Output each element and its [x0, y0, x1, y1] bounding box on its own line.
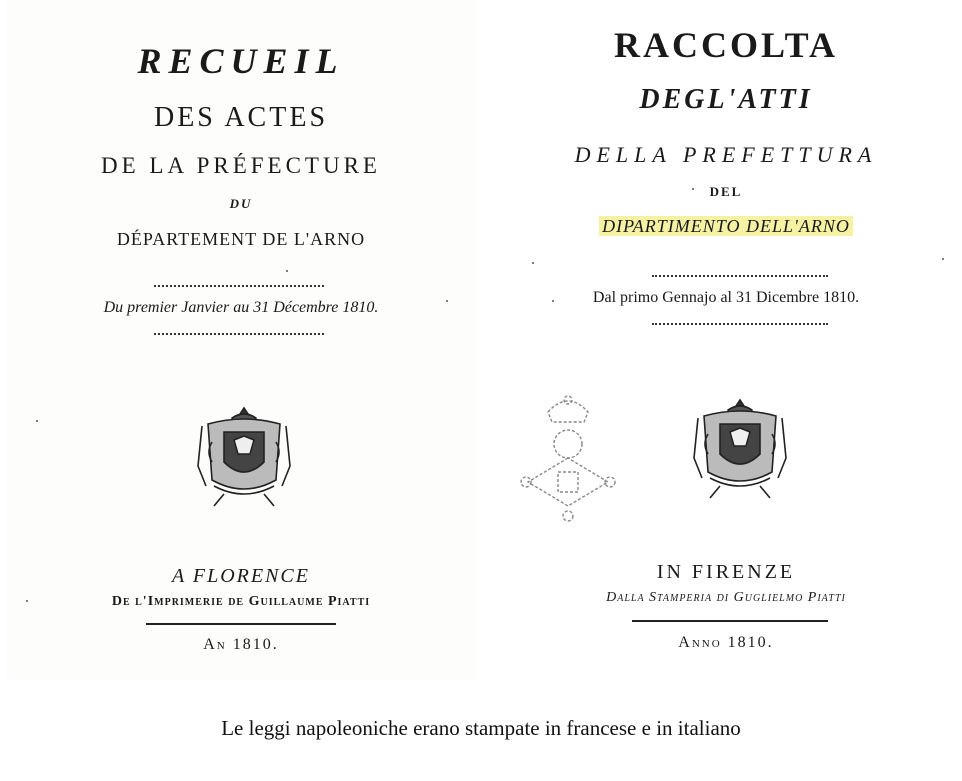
french-city: A FLORENCE — [172, 565, 310, 587]
french-title: RECUEIL — [137, 41, 345, 81]
french-top-dotted-rule — [154, 285, 324, 287]
french-year: An 1810. — [203, 636, 279, 653]
napoleonic-coat-of-arms-icon — [194, 402, 294, 510]
paper-speck — [552, 300, 554, 302]
italian-top-dotted-rule — [652, 275, 828, 277]
italian-line-del: DEL — [709, 184, 743, 199]
french-line-departement: DÉPARTEMENT DE L'ARNO — [116, 229, 366, 249]
italian-bottom-dotted-rule — [652, 323, 828, 325]
french-solid-rule — [146, 623, 336, 625]
italian-solid-rule — [632, 620, 828, 622]
image-caption: Le leggi napoleoniche erano stampate in francese e in italiano — [221, 716, 741, 740]
italian-title-page — [492, 0, 960, 680]
italian-year: Anno 1810. — [678, 634, 774, 651]
paper-speck — [942, 258, 944, 260]
italian-line-degl-atti: DEGL'ATTI — [639, 84, 813, 115]
french-title-page — [6, 0, 476, 680]
italian-printer: Dalla Stamperia di Guglielmo Piatti — [606, 590, 846, 605]
french-line-prefecture: DE LA PRÉFECTURE — [101, 153, 381, 178]
paper-speck — [532, 262, 534, 264]
paper-speck — [36, 420, 38, 422]
italian-line-dipartimento — [492, 216, 960, 237]
french-bottom-dotted-rule — [154, 333, 324, 335]
french-line-du: DU — [229, 196, 253, 211]
french-printer: De l'Imprimerie de Guillaume Piatti — [111, 594, 371, 609]
paper-speck — [692, 188, 694, 190]
napoleonic-coat-of-arms-icon — [690, 394, 790, 502]
italian-city: IN FIRENZE — [656, 561, 796, 583]
paper-speck — [286, 270, 288, 272]
paper-speck — [26, 600, 28, 602]
italian-title: RACCOLTA — [613, 25, 839, 65]
italian-line-prefettura: DELLA PREFETTURA — [574, 142, 878, 167]
french-line-des-actes: DES ACTES — [153, 102, 329, 133]
paper-speck — [446, 300, 448, 302]
highlighted-department-name: DIPARTIMENTO DELL'ARNO — [599, 216, 853, 236]
italian-dates: Dal primo Gennajo al 31 Dicembre 1810. — [592, 289, 860, 306]
crowned-order-cross-icon — [518, 392, 618, 526]
french-dates: Du premier Janvier au 31 Décembre 1810. — [103, 299, 379, 316]
